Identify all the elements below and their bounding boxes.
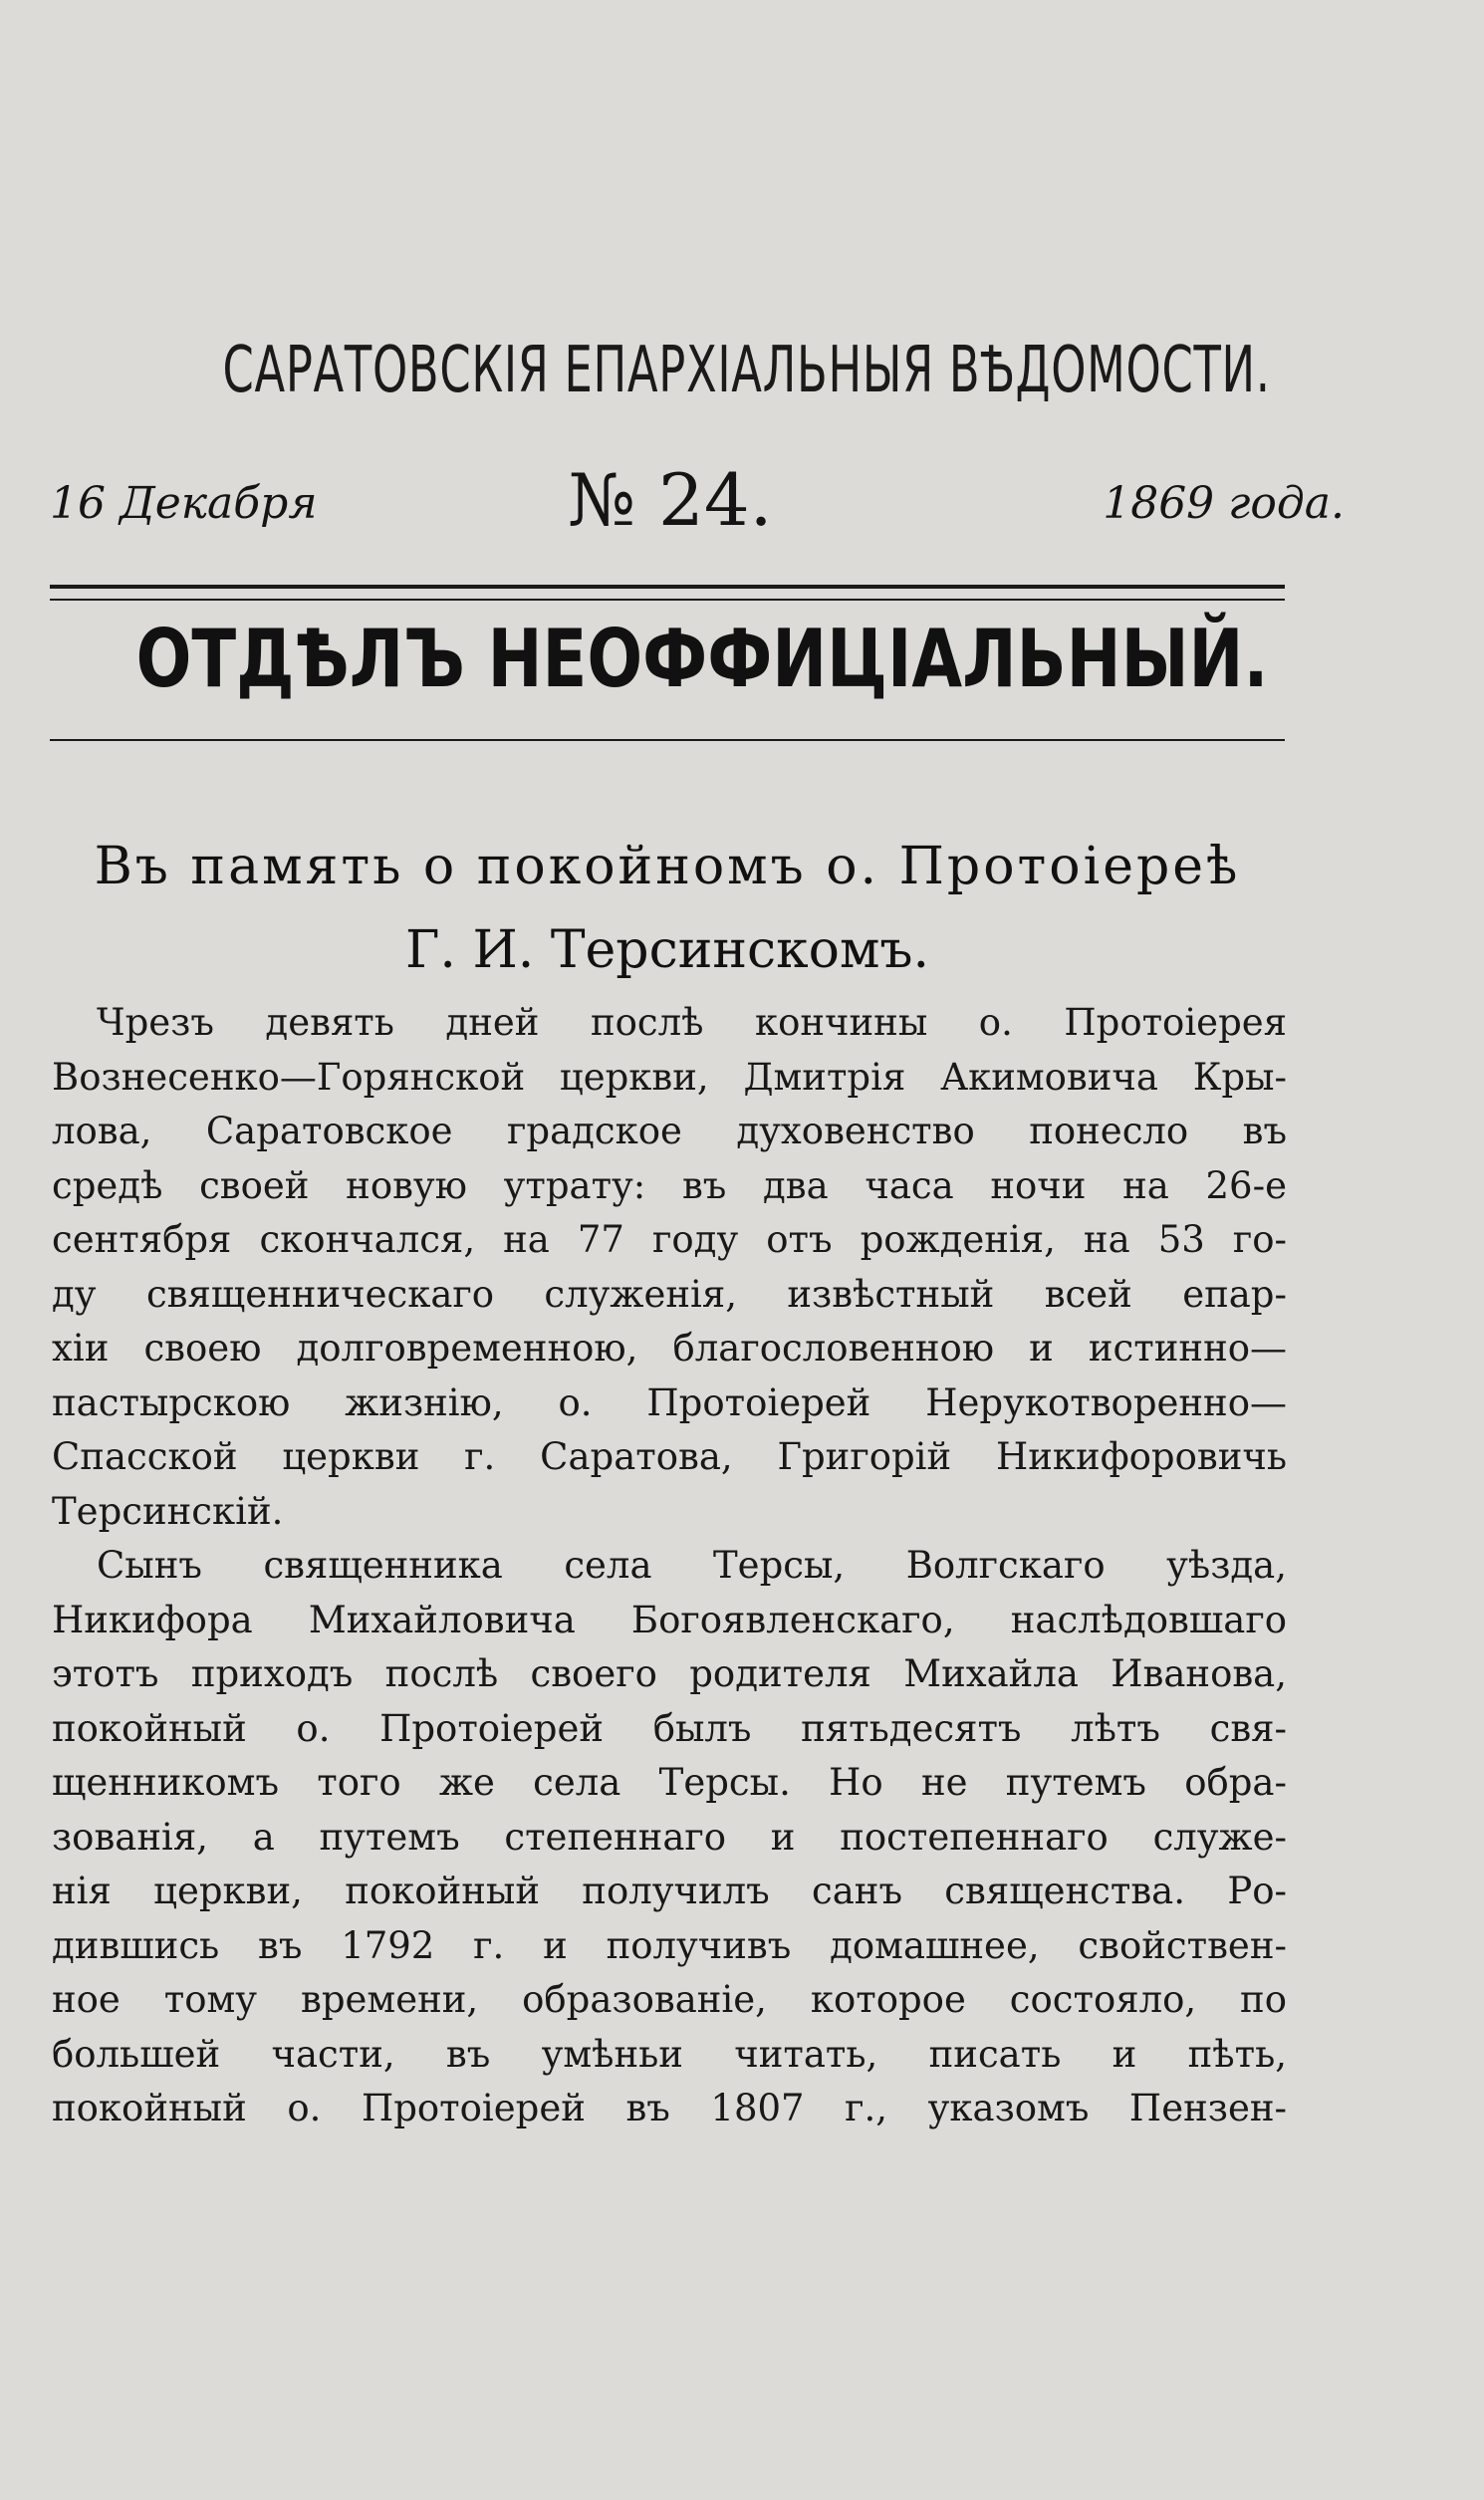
text-line: ду священническаго служенія, извѣстный всей епар- xyxy=(52,1272,1287,1316)
article-title-line-1: Въ память о покойномъ о. Протоіереѣ xyxy=(94,837,1241,896)
text-line: покойный о. Протоіерей былъ пятьдесятъ лѣтъ свя- xyxy=(52,1706,1287,1750)
issue-date-day: 16 Декабря xyxy=(50,478,318,529)
dateline xyxy=(50,458,1345,548)
text-line: зованія, а путемъ степеннаго и постепеннаго служе- xyxy=(52,1815,1287,1859)
text-line: дившись въ 1792 г. и получивъ домашнее, свойствен- xyxy=(52,1923,1287,1967)
text-line: хіи своею долговременною, благословенною и истинно— xyxy=(52,1327,1287,1370)
text-line: Чрезъ девять дней послѣ кончины о. Протоіерея xyxy=(97,1001,1287,1044)
text-line: Никифора Михайловича Богоявленскаго, наслѣдовшаго xyxy=(52,1598,1287,1641)
text-line: средѣ своей новую утрату: въ два часа ночи на 26-е xyxy=(52,1163,1287,1207)
article-title-line-2: Г. И. Терсинскомъ. xyxy=(404,920,930,980)
paragraph-1 xyxy=(52,996,1287,1539)
issue-number: № 24. xyxy=(568,458,773,542)
issue-date-year: 1869 года. xyxy=(1103,478,1345,529)
text-line: Терсинскій. xyxy=(52,1489,284,1533)
article-body xyxy=(52,996,1287,2136)
text-line: большей части, въ умѣньи читать, писать и пѣть, xyxy=(52,2032,1287,2076)
text-line: покойный о. Протоіерей въ 1807 г., указомъ Пензен- xyxy=(52,2087,1287,2129)
text-line: пастырскою жизнію, о. Протоіерей Нерукотворенно— xyxy=(52,1380,1287,1424)
text-line: нія церкви, покойный получилъ санъ священства. Ро- xyxy=(52,1870,1287,1912)
text-line: Вознесенко—Горянской церкви, Дмитрія Акимовича Кры- xyxy=(52,1055,1287,1099)
section-title: ОТДѢЛЪ НЕОФФИЦІАЛЬНЫЙ. xyxy=(135,613,1269,705)
text-line: щенникомъ того же села Терсы. Но не путемъ обра- xyxy=(52,1761,1287,1804)
text-line: этотъ приходъ послѣ своего родителя Михайла Иванова, xyxy=(52,1652,1287,1695)
text-line: ное тому времени, образованіе, которое состояло, по xyxy=(52,1978,1287,2021)
text-line: лова, Саратовское градское духовенство понесло въ xyxy=(52,1110,1287,1152)
paragraph-2 xyxy=(52,1539,1287,2136)
text-line: Сынъ священника села Терсы, Волгскаго уѣзда, xyxy=(97,1544,1287,1587)
text-line: Спасской церкви г. Саратова, Григорій Никифоровичь xyxy=(52,1435,1287,1478)
text-line: сентября скончался, на 77 году отъ рожденія, на 53 го- xyxy=(52,1218,1287,1261)
article-title xyxy=(50,825,1285,992)
section-rule xyxy=(50,739,1285,741)
header-double-rule xyxy=(50,585,1285,601)
masthead-title: САРАТОВСКІЯ ЕПАРХІАЛЬНЫЯ ВѢДОМОСТИ. xyxy=(222,334,1271,407)
